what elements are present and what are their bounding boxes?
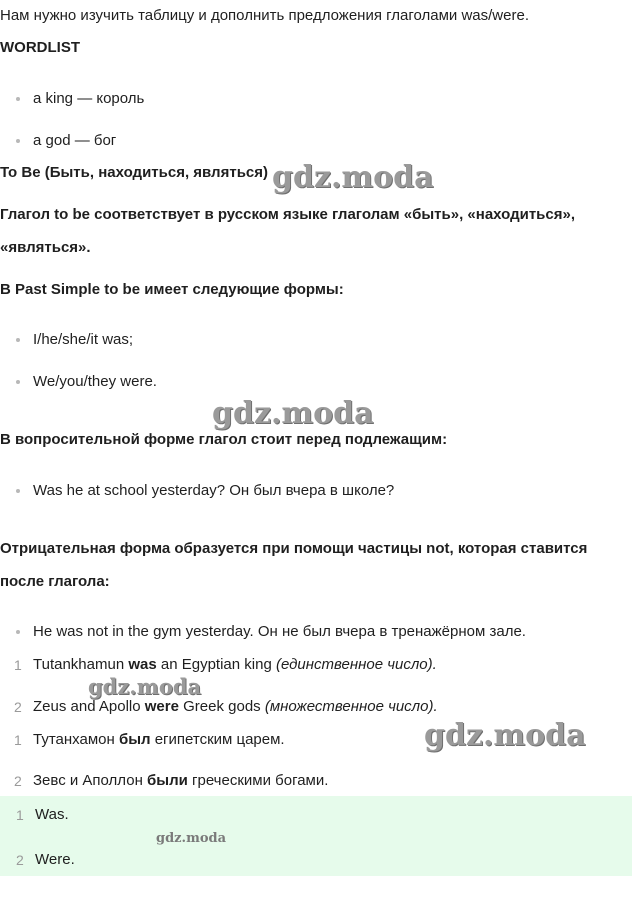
item-number: 1 [16,807,24,823]
watermark: gdz.moda [156,831,227,846]
example-text: Greek gods [178,698,265,715]
item-number: 2 [14,773,22,789]
bullet-icon [16,630,20,634]
negative-line2: после глагола: [0,573,110,590]
translation-text: Тутанхамон [33,731,119,748]
negative-example: He was not in the gym yesterday. Он не был вчера в тренажёрном зале. [33,623,526,640]
bullet-icon [16,139,20,143]
to-be-description-line2: «являться». [0,239,91,256]
example-text: Tutankhamun [33,656,129,673]
watermark: gdz.moda [88,674,202,699]
to-be-heading: To Be (Быть, находиться, являться) [0,164,269,181]
wordlist-item: a god — бог [33,132,117,149]
question-example: Was he at school yesterday? Он был вчера в школе? [33,482,395,499]
form-item: I/he/she/it was; [33,331,134,348]
translation-text: греческими богами. [187,772,329,789]
translation-text: египетским царем. [150,731,285,748]
answer-text: Was. [35,806,69,823]
watermark: gdz.moda [424,718,586,753]
intro-text: Нам нужно изучить таблицу и дополнить предложения глаголами was/were. [0,7,529,24]
example-verb: were [144,698,179,715]
watermark: gdz.moda [212,396,374,431]
bullet-icon [16,338,20,342]
translation-verb: были [147,772,188,789]
example-verb: was [128,656,157,673]
negative-line1: Отрицательная форма образуется при помощи частицы not, которая ставится [0,540,588,557]
item-number: 1 [14,657,22,673]
bullet-icon [16,97,20,101]
example-text: an Egyptian king [156,656,276,673]
translation-verb: был [118,731,151,748]
item-number: 2 [14,699,22,715]
to-be-description-line1: Глагол to be соответствует в русском языке глаголам «быть», «находиться», [0,206,576,223]
answer-text: Were. [35,851,75,868]
answer-box [0,796,632,876]
item-number: 2 [16,852,24,868]
watermark: gdz.moda [272,160,434,195]
wordlist-item: a king — король [33,90,145,107]
wordlist-title: WORDLIST [0,39,80,56]
translation-text: Зевс и Аполлон [33,772,148,789]
item-number: 1 [14,732,22,748]
question-heading: В вопросительной форме глагол стоит перед подлежащим: [0,431,448,448]
past-simple-heading: В Past Simple to be имеет следующие формы: [0,281,344,298]
form-item: We/you/they were. [33,373,157,390]
bullet-icon [16,380,20,384]
example-text: Zeus and Apollo [33,698,145,715]
example-note: (единственное число). [275,656,437,673]
bullet-icon [16,489,20,493]
example-note: (множественное число). [264,698,438,715]
